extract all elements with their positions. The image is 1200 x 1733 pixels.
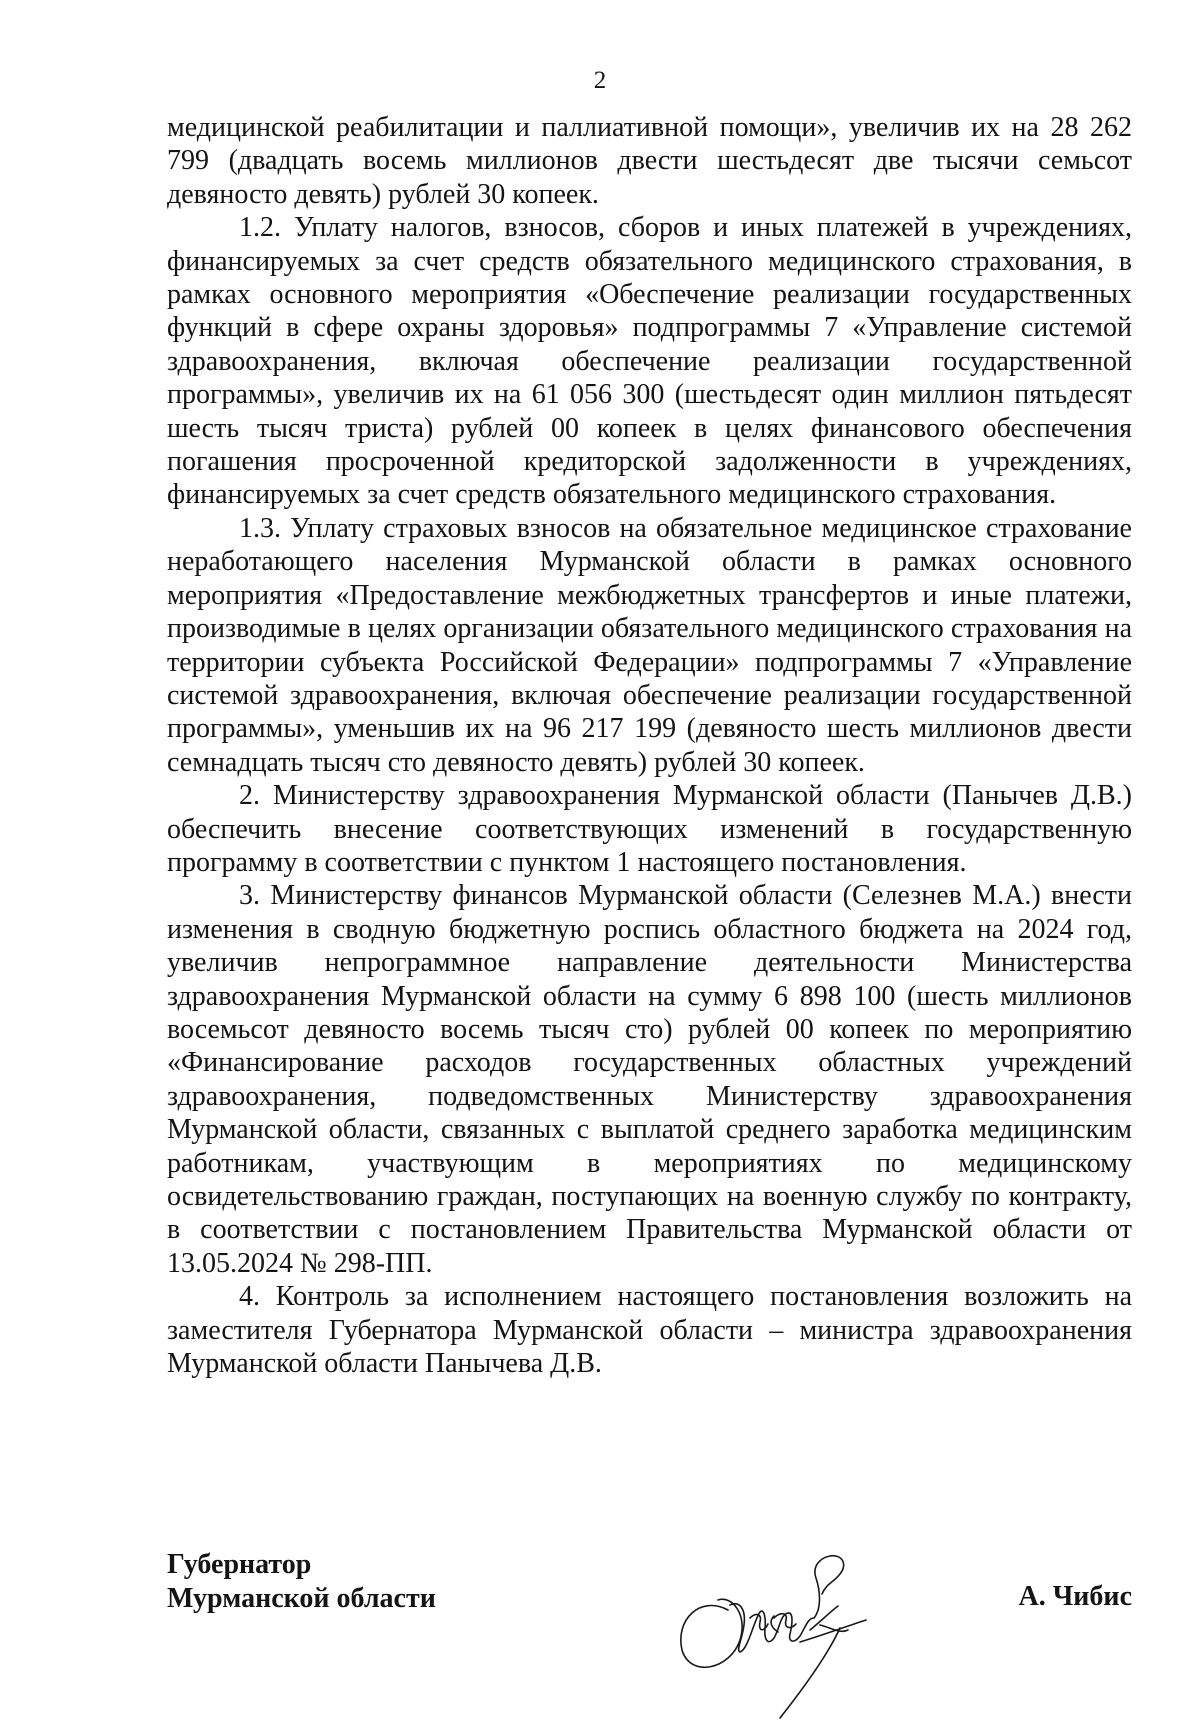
paragraph-1-3: 1.3. Уплату страховых взносов на обязательное медицинское страхование неработающего населения Мурманской области в рамках основного мероприятия «Предоставление межбюджетных трансфертов и иные платежи, производимые в целях организации обязательного медицинского страхования на территории субъекта Российской Федерации» подпрограммы 7 «Управление системой здравоохранения, включая обеспечение реализации государственной программы», уменьшив их на 96 217 199 (девяносто шесть миллионов двести семнадцать тысяч сто девяносто девять) рублей 30 копеек. [167, 512, 1132, 778]
handwritten-signature [670, 1500, 930, 1730]
signer-position-line1: Губернатор [167, 1549, 312, 1580]
paragraph-3: 3. Министерству финансов Мурманской области (Селезнев М.А.) внести изменения в сводную бюджетную роспись областного бюджета на 2024 год, увеличив непрограммное направление деятельности Министерства здравоохранения Мурманской области на сумму 6 898 100 (шесть миллионов восемьсот девяносто восемь тысяч сто) рублей 00 копеек по мероприятию «Финансирование расходов государственных областных учреждений здравоохранения, подведомственных Министерству здравоохранения Мурманской области, связанных с выплатой среднего заработка медицинским работникам, участвующим в мероприятиях по медицинскому освидетельствованию граждан, поступающих на военную службу по контракту, в соответствии с постановлением Правительства Мурманской области от 13.05.2024 № 298-ПП. [167, 880, 1132, 1279]
paragraph-4: 4. Контроль за исполнением настоящего постановления возложить на заместителя Губернатора Мурманской области – министра здравоохранения Мурманской области Панычева Д.В. [167, 1281, 1132, 1380]
paragraph-2: 2. Министерству здравоохранения Мурманской области (Панычев Д.В.) обеспечить внесение соответствующих изменений в государственную программу в соответствии с пунктом 1 настоящего постановления. [167, 780, 1132, 878]
document-body [167, 111, 1132, 1380]
page-number: 2 [593, 67, 607, 94]
signer-position-line2: Мурманской области [167, 1583, 436, 1614]
signer-name: А. Чибис [1018, 1581, 1132, 1612]
paragraph-continuation: медицинской реабилитации и паллиативной помощи», увеличив их на 28 262 799 (двадцать восемь миллионов двести шестьдесят две тысячи семьсот девяносто девять) рублей 30 копеек. [167, 112, 1132, 210]
signer-position [167, 1548, 436, 1616]
paragraph-1-2: 1.2. Уплату налогов, взносов, сборов и иных платежей в учреждениях, финансируемых за счет средств обязательного медицинского страхования, в рамках основного мероприятия «Обеспечение реализации государственных функций в сфере охраны здоровья» подпрограммы 7 «Управление системой здравоохранения, включая обеспечение реализации государственной программы», увеличив их на 61 056 300 (шестьдесят один миллион пятьдесят шесть тысяч триста) рублей 00 копеек в целях финансового обеспечения погашения просроченной кредиторской задолженности в учреждениях, финансируемых за счет средств обязательного медицинского страхования. [167, 212, 1132, 511]
